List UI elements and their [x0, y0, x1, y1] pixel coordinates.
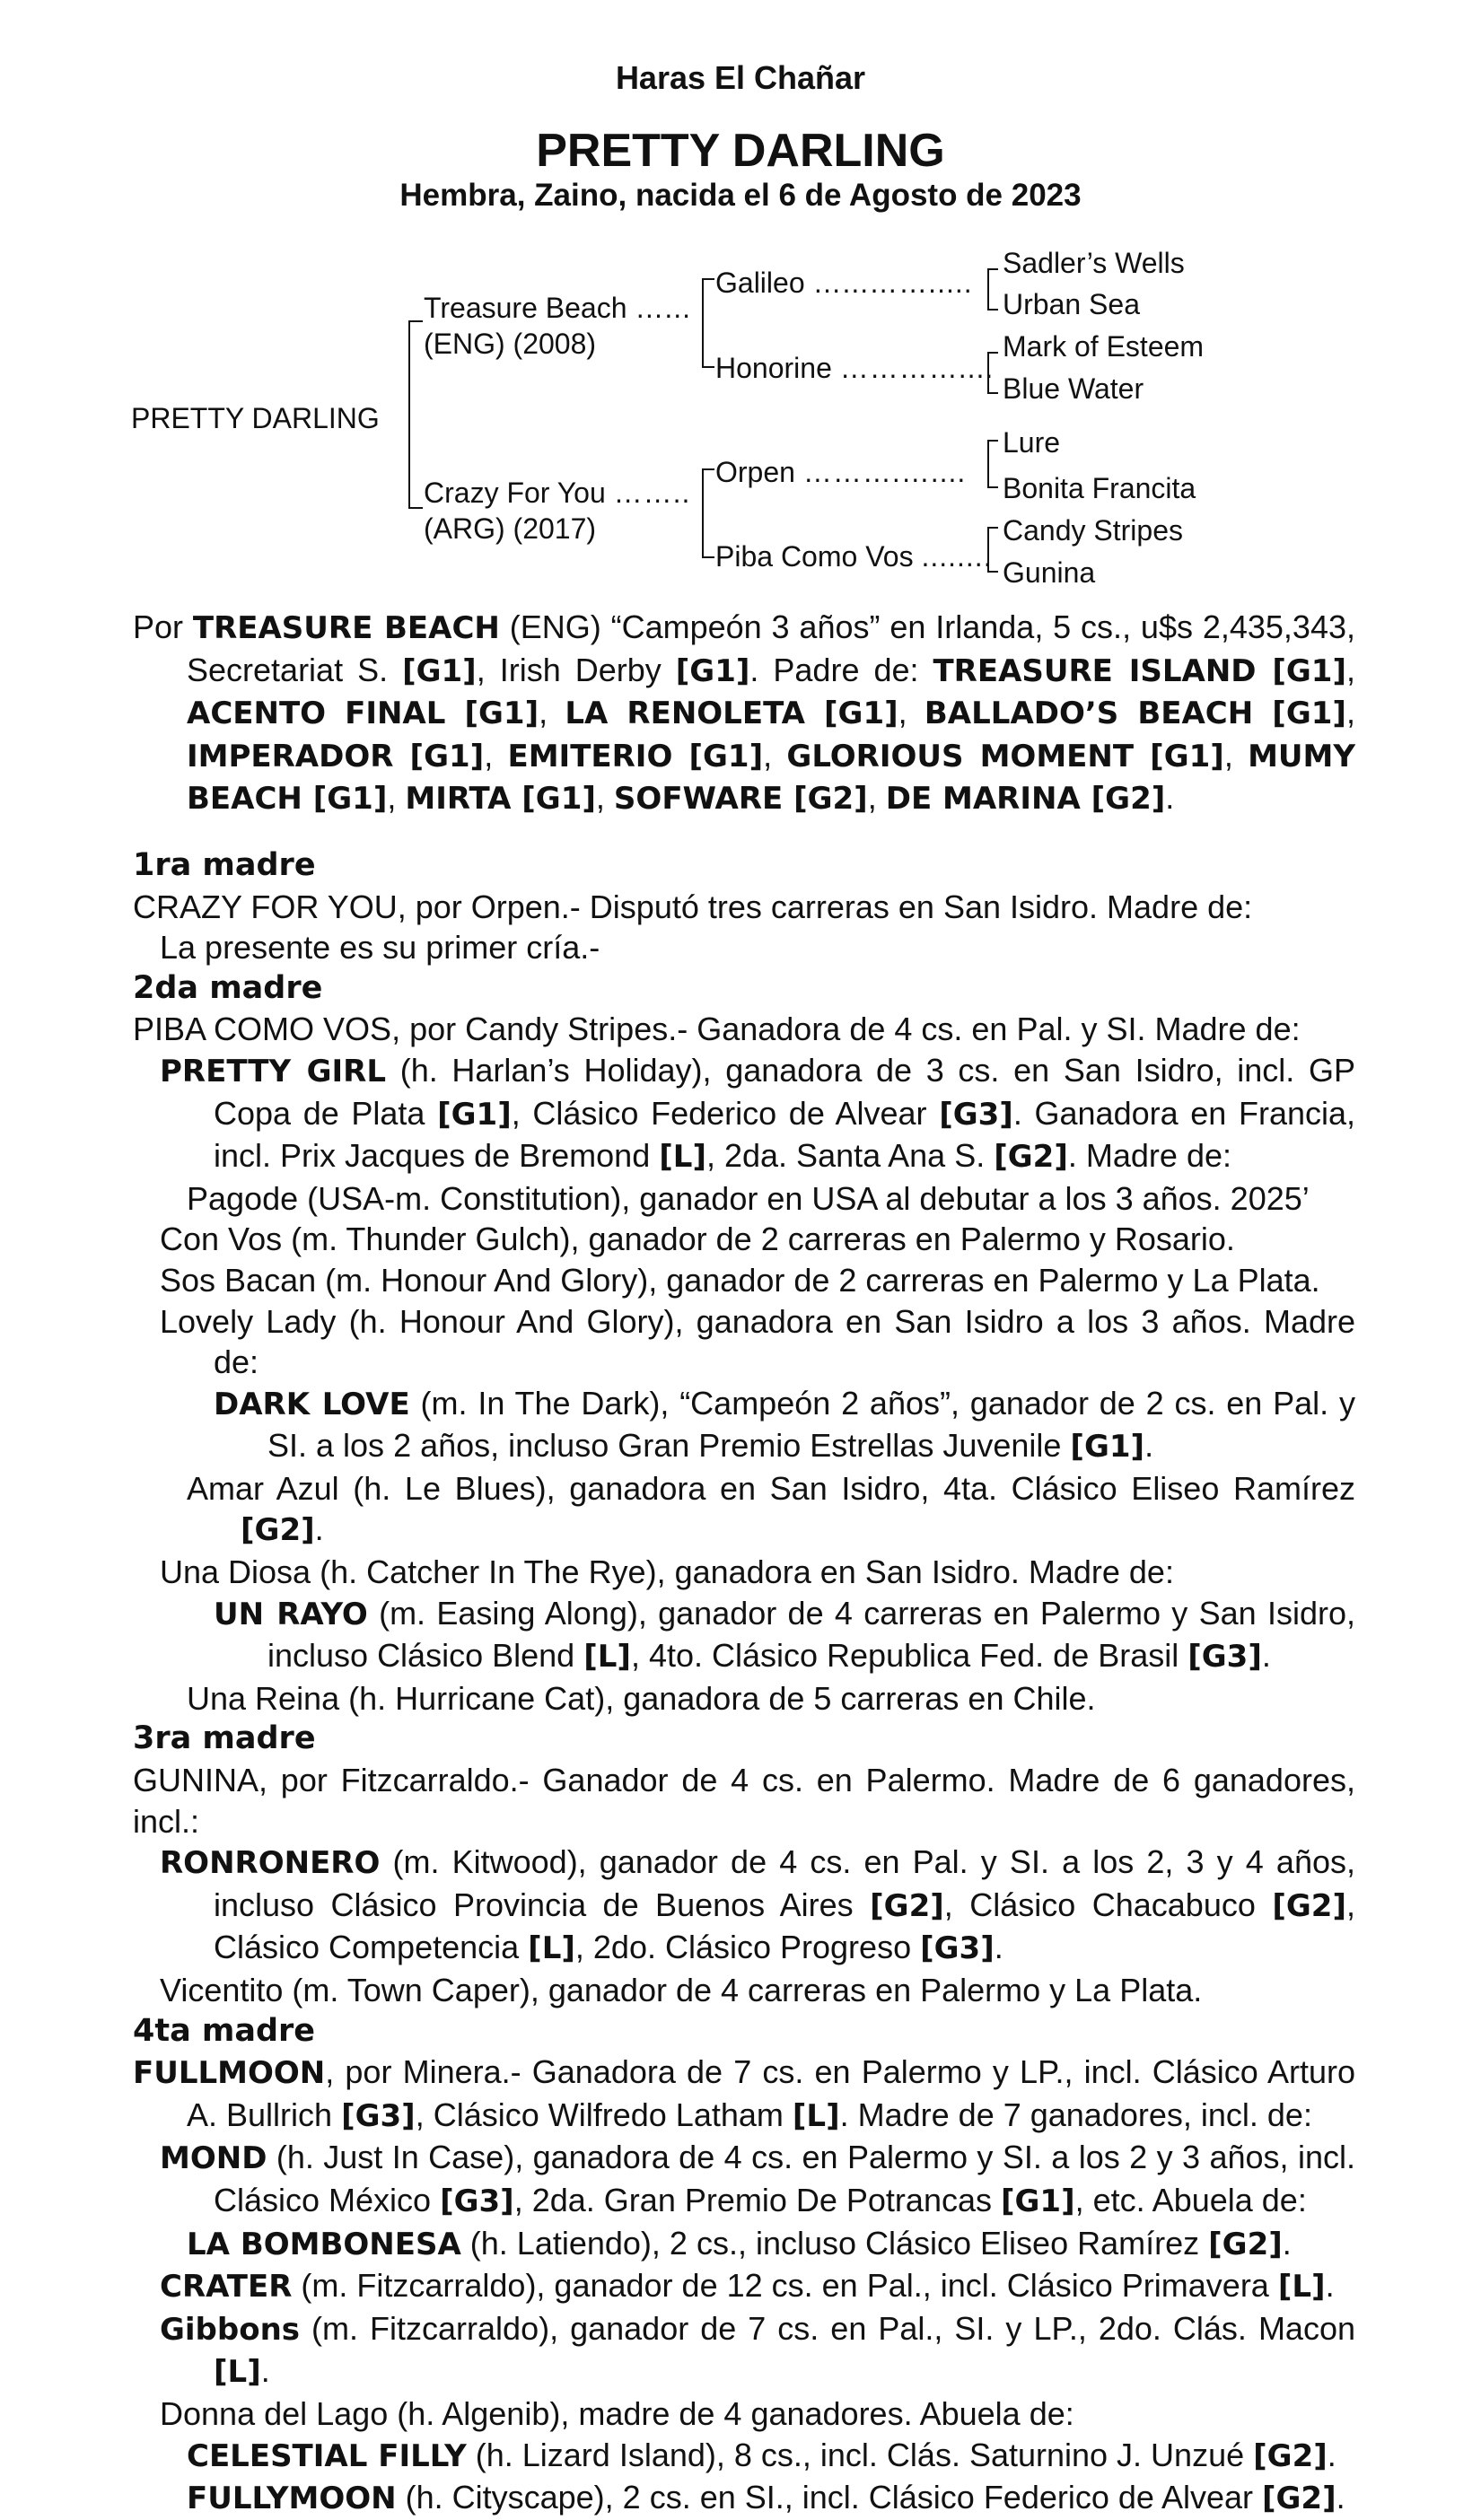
bracket-piba-como-vos	[987, 527, 998, 573]
pedigree-bracket-sire	[702, 278, 714, 368]
sire-entry: Treasure Beach …...	[424, 292, 692, 324]
dam-sire-entry: Orpen ……….…....	[715, 456, 967, 488]
progeny-item: MIRTA [G1]	[405, 781, 596, 818]
ancestor-bonita-francita: Bonita Francita	[1003, 472, 1196, 504]
bracket-galileo	[987, 268, 998, 311]
una-diosa-entry: Una Diosa (h. Catcher In The Rye), ganadora en San Isidro. Madre de:	[160, 1553, 1174, 1591]
fullymoon-entry: FULLYMOON (h. Cityscape), 2 cs. en SI., incl. Clásico Federico de Alvear [G2].	[187, 2479, 1345, 2517]
first-dam-line: CRAZY FOR YOU, por Orpen.- Disputó tres carreras en San Isidro. Madre de:	[133, 888, 1253, 925]
crater-entry: CRATER (m. Fitzcarraldo), ganador de 12 cs. en Pal., incl. Clásico Primavera [L].	[160, 2267, 1335, 2306]
first-dam-heading: 1ra madre	[133, 846, 316, 883]
bracket-orpen	[987, 440, 998, 488]
horse-description: Hembra, Zaino, nacida el 6 de Agosto de 2023	[399, 178, 1082, 213]
ancestor-lure: Lure	[1003, 426, 1061, 459]
dam-origin: (ARG) (2017)	[424, 512, 597, 545]
sire-origin: (ENG) (2008)	[424, 328, 597, 360]
sire-sire-entry: Galileo …...…….....	[715, 267, 973, 299]
catalog-body	[133, 607, 1355, 2520]
una-reina-entry: Una Reina (h. Hurricane Cat), ganadora de 5 carreras en Chile.	[187, 1679, 1096, 1717]
con-vos-entry: Con Vos (m. Thunder Gulch), ganador de 2 carreras en Palermo y Rosario.	[160, 1221, 1235, 1258]
mond-entry: MOND (h. Just In Case), ganadora de 4 cs. en Palermo y SI. a los 2 y 3 años, incl. Clásico México [G3], 2da. Gran Premio De Potrancas [G1], etc. Abuela de:	[160, 2139, 1355, 2219]
progeny-item: GLORIOUS MOMENT [G1]	[786, 738, 1224, 774]
sire-dam-entry: Honorine …………....	[715, 352, 995, 384]
donna-del-lago-entry: Donna del Lago (h. Algenib), madre de 4 ganadores. Abuela de:	[160, 2394, 1074, 2432]
first-dam-offspring: La presente es su primer cría.-	[160, 929, 600, 967]
progeny-item: BALLADO’S BEACH [G1]	[924, 696, 1346, 732]
ronronero-entry: RONRONERO (m. Kitwood), ganador de 4 cs. en Pal. y SI. a los 2, 3 y 4 años, incluso Clásico Provincia de Buenos Aires [G2], Clásico Chacabuco [G2], Clásico Competencia [L], 2do. Clásico Progreso [G3].	[160, 1843, 1356, 1967]
pagode-entry: Pagode (USA-m. Constitution), ganador en USA al debutar a los 3 años. 2025’	[187, 1179, 1310, 1217]
progeny-item: MUMY BEACH [G1]	[187, 738, 1355, 818]
progeny-item: LA RENOLETA [G1]	[565, 696, 898, 732]
progeny-item: IMPERADOR [G1]	[187, 738, 485, 774]
pedigree-bracket-dam	[702, 468, 714, 558]
lovely-lady-entry: Lovely Lady (h. Honour And Glory), ganadora en San Isidro a los 3 años. Madre de:	[160, 1302, 1355, 1381]
fourth-dam-heading: 4ta madre	[133, 2012, 316, 2049]
dam-dam-entry: Piba Como Vos ........	[715, 540, 993, 573]
progeny-item: DE MARINA [G2]	[885, 781, 1166, 818]
pedigree-subject: PRETTY DARLING	[131, 402, 380, 434]
ancestor-gunina: Gunina	[1003, 556, 1096, 589]
ancestor-candy-stripes: Candy Stripes	[1003, 514, 1183, 547]
stud-name: Haras El Chañar	[615, 59, 866, 96]
dark-love-entry: DARK LOVE (m. In The Dark), “Campeón 2 años”, ganador de 2 cs. en Pal. y SI. a los 2 años, incluso Gran Premio Estrellas Juvenile [G1].	[214, 1384, 1355, 1466]
bracket-honorine	[987, 352, 998, 394]
ancestor-mark-of-esteem: Mark of Esteem	[1003, 330, 1205, 363]
sire-paragraph: Por TREASURE BEACH (ENG) “Campeón 3 años” en Irlanda, 5 cs., u$s 2,435,343, Secretariat S. [G1], Irish Derby [G1]. Padre de: TREASURE ISLAND [G1], ACENTO FINAL [G1], LA RENOLETA [G1], BALLADO’S BEACH [G1], IMPERADOR [G1], EMITERIO [G1], GLORIOUS MOMENT [G1], MUMY BEACH [G1], MIRTA [G1], SOFWARE [G2], DE MARINA [G2].	[133, 608, 1356, 818]
progeny-item: TREASURE ISLAND [G1]	[933, 652, 1346, 689]
ancestor-sadlers-wells: Sadler’s Wells	[1003, 247, 1185, 279]
dam-entry: Crazy For You ……..	[424, 477, 691, 509]
pretty-girl-entry: PRETTY GIRL (h. Harlan’s Holiday), ganadora de 3 cs. en San Isidro, incl. GP Copa de Plata [G1], Clásico Federico de Alvear [G3]. Ganadora en Francia, incl. Prix Jacques de Bremond [L], 2da. Santa Ana S. [G2]. Madre de:	[160, 1051, 1356, 1176]
pedigree-bracket-parents	[408, 320, 423, 509]
vicentito-entry: Vicentito (m. Town Caper), ganador de 4 carreras en Palermo y La Plata.	[160, 1972, 1203, 2008]
third-dam-heading: 3ra madre	[133, 1720, 316, 1757]
la-bombonesa-entry: LA BOMBONESA (h. Latiendo), 2 cs., incluso Clásico Eliseo Ramírez [G2].	[187, 2224, 1292, 2262]
third-dam-line: GUNINA, por Fitzcarraldo.- Ganador de 4 cs. en Palermo. Madre de 6 ganadores, incl.:	[133, 1762, 1355, 1840]
un-rayo-entry: UN RAYO (m. Easing Along), ganador de 4 carreras en Palermo y San Isidro, incluso Clásico Blend [L], 4to. Clásico Republica Fed. de Brasil [G3].	[214, 1594, 1356, 1676]
second-dam-line: PIBA COMO VOS, por Candy Stripes.- Ganadora de 4 cs. en Pal. y SI. Madre de:	[133, 1011, 1301, 1048]
fullmoon-entry: FULLMOON, por Minera.- Ganadora de 7 cs. en Palermo y LP., incl. Clásico Arturo A. Bullrich [G3], Clásico Wilfredo Latham [L]. Madre de 7 ganadores, incl. de:	[133, 2053, 1355, 2134]
amar-azul-entry: Amar Azul (h. Le Blues), ganadora en San Isidro, 4ta. Clásico Eliseo Ramírez [G2].	[187, 1469, 1355, 1549]
progeny-item: SOFWARE [G2]	[613, 781, 868, 818]
second-dam-heading: 2da madre	[133, 969, 323, 1006]
sos-bacan-entry: Sos Bacan (m. Honour And Glory), ganador de 2 carreras en Palermo y La Plata.	[160, 1261, 1320, 1299]
progeny-item: EMITERIO [G1]	[507, 738, 764, 774]
gibbons-entry: Gibbons (m. Fitzcarraldo), ganador de 7 cs. en Pal., SI. y LP., 2do. Clás. Macon [L].	[160, 2309, 1355, 2391]
progeny-item: ACENTO FINAL [G1]	[187, 696, 539, 732]
ancestor-blue-water: Blue Water	[1003, 372, 1144, 405]
horse-name: PRETTY DARLING	[536, 125, 945, 177]
ancestor-urban-sea: Urban Sea	[1003, 288, 1140, 320]
celestial-filly-entry: CELESTIAL FILLY (h. Lizard Island), 8 cs., incl. Clás. Saturnino J. Unzué [G2].	[187, 2436, 1336, 2474]
